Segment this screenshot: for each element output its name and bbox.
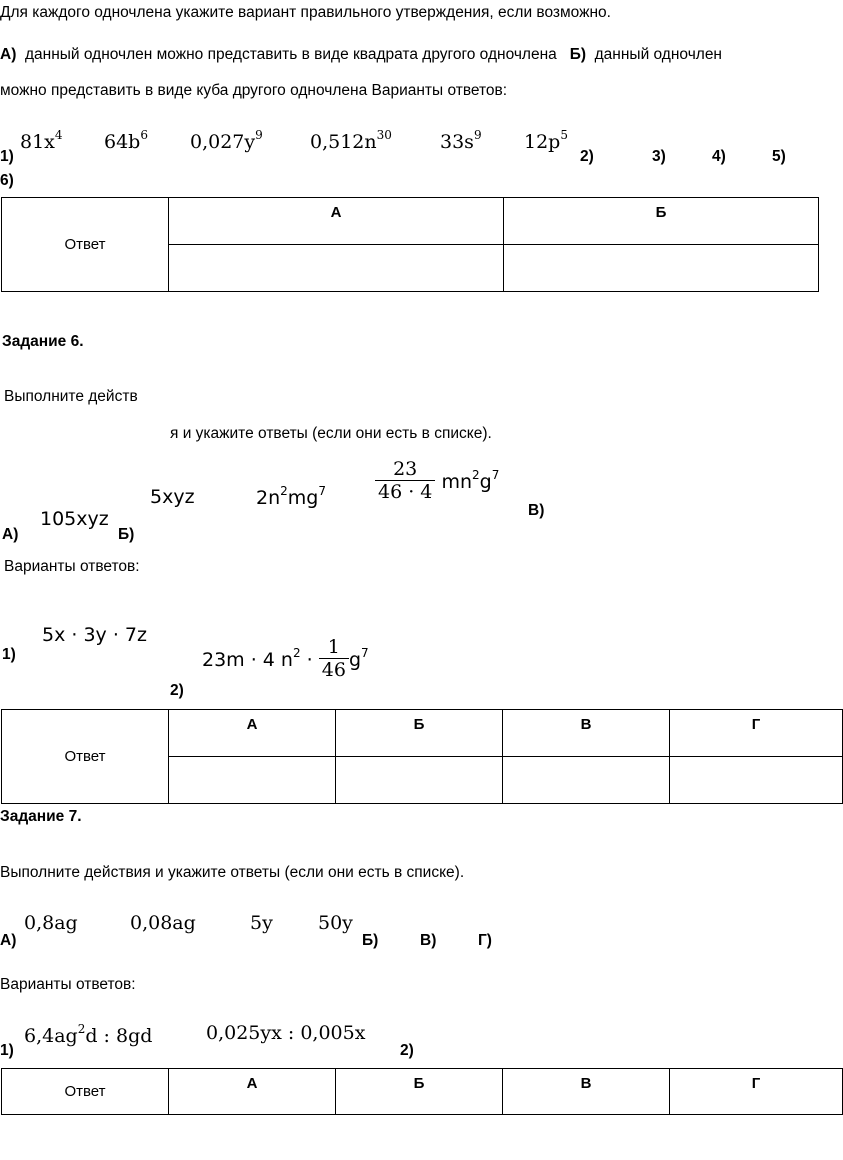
statement-a-label: А): [0, 46, 17, 63]
number-4: 4): [712, 148, 726, 165]
answer-cell-v[interactable]: [503, 757, 670, 804]
option-1-label: 1): [2, 646, 16, 663]
statement-b-label: Б): [569, 46, 587, 63]
instruction-line: Для каждого одночлена укажите вариант правильного утверждения, если возможно.: [0, 4, 611, 21]
answer-cell-a[interactable]: [169, 245, 504, 292]
statement-a-text: данный одночлен можно представить в виде квадрата другого одночлена: [24, 46, 557, 63]
expression-b: 0,08ag: [130, 912, 196, 934]
statement-b-continued: можно представить в виде куба другого одночлена Варианты ответов:: [0, 82, 508, 99]
instruction-part-1: Выполните действ: [4, 388, 138, 405]
expression-d-fraction: $\frac{23}{46 \cdot 4}$: [375, 458, 435, 503]
expression-g: 50y: [318, 912, 353, 934]
answer-label: Ответ: [2, 1069, 169, 1115]
statement-b-text: данный одночлен: [594, 46, 722, 63]
option-1-expression: 5x · 3y · 7z: [42, 624, 147, 646]
label-v: В): [528, 502, 545, 519]
column-a-header: А: [169, 710, 336, 757]
label-a: А): [2, 526, 19, 543]
answer-label: Ответ: [2, 198, 169, 292]
statement-a: [0, 46, 722, 64]
section-6-title: Задание 6.: [2, 333, 84, 350]
expression-a: 105xyz: [40, 508, 109, 530]
instruction-part-2: я и укажите ответы (если они есть в списке).: [170, 425, 492, 442]
label-a: А): [0, 932, 17, 949]
option-2-fraction: $\frac{1}{46}$: [319, 636, 349, 681]
monomial-5: $33s^9$: [440, 128, 482, 153]
monomial-6: $12p^5$: [524, 128, 568, 153]
option-2-label: 2): [400, 1042, 414, 1059]
column-a-header: А: [169, 198, 504, 245]
expression-b-partial: 5xyz: [150, 486, 195, 508]
instruction-7: Выполните действия и укажите ответы (если они есть в списке).: [0, 864, 465, 881]
column-a-header: А: [169, 1069, 336, 1115]
monomial-2: $64b^6$: [104, 128, 148, 153]
option-1-expression: $6,4ag^2d$ : 8gd: [24, 1022, 153, 1047]
option-2-label: 2): [170, 682, 184, 699]
number-1: 1): [0, 148, 14, 165]
expression-v: 5y: [250, 912, 273, 934]
answer-cell-b[interactable]: [504, 245, 819, 292]
column-b-header: Б: [504, 198, 819, 245]
answer-cell-b[interactable]: [336, 757, 503, 804]
option-2-expression: 0,025yx : 0,005x: [206, 1022, 366, 1044]
answer-table-7: [1, 1068, 843, 1115]
answer-table-6: [1, 709, 843, 804]
column-g-header: Г: [670, 1069, 843, 1115]
expression-c: $2n^2mg^7$: [256, 484, 326, 509]
label-b: Б): [362, 932, 379, 949]
answer-cell-g[interactable]: [670, 757, 843, 804]
monomial-3: $0,027y^9$: [190, 128, 263, 153]
answer-table-5: [1, 197, 819, 292]
number-6: 6): [0, 172, 14, 189]
column-b-header: Б: [336, 1069, 503, 1115]
option-2-expression: 23m · 4 $n^2$ · $\frac{1}{46}$ $g^7$: [202, 636, 369, 681]
number-3: 3): [652, 148, 666, 165]
answer-label: Ответ: [2, 710, 169, 804]
monomial-1: $81x^4$: [20, 128, 63, 153]
column-v-header: В: [503, 1069, 670, 1115]
label-b: Б): [118, 526, 135, 543]
variants-title-6: Варианты ответов:: [4, 558, 140, 575]
monomial-4: $0,512n^{30}$: [310, 128, 392, 153]
expression-a: 0,8ag: [24, 912, 78, 934]
number-2: 2): [580, 148, 594, 165]
section-7-title: Задание 7.: [0, 808, 82, 825]
label-g: Г): [478, 932, 492, 949]
column-g-header: Г: [670, 710, 843, 757]
variants-title-7: Варианты ответов:: [0, 976, 136, 993]
column-v-header: В: [503, 710, 670, 757]
answer-cell-a[interactable]: [169, 757, 336, 804]
number-5: 5): [772, 148, 786, 165]
label-v: В): [420, 932, 437, 949]
column-b-header: Б: [336, 710, 503, 757]
expression-d: $\frac{23}{46 \cdot 4}$ $mn^2g^7$: [375, 458, 499, 503]
option-1-label: 1): [0, 1042, 14, 1059]
